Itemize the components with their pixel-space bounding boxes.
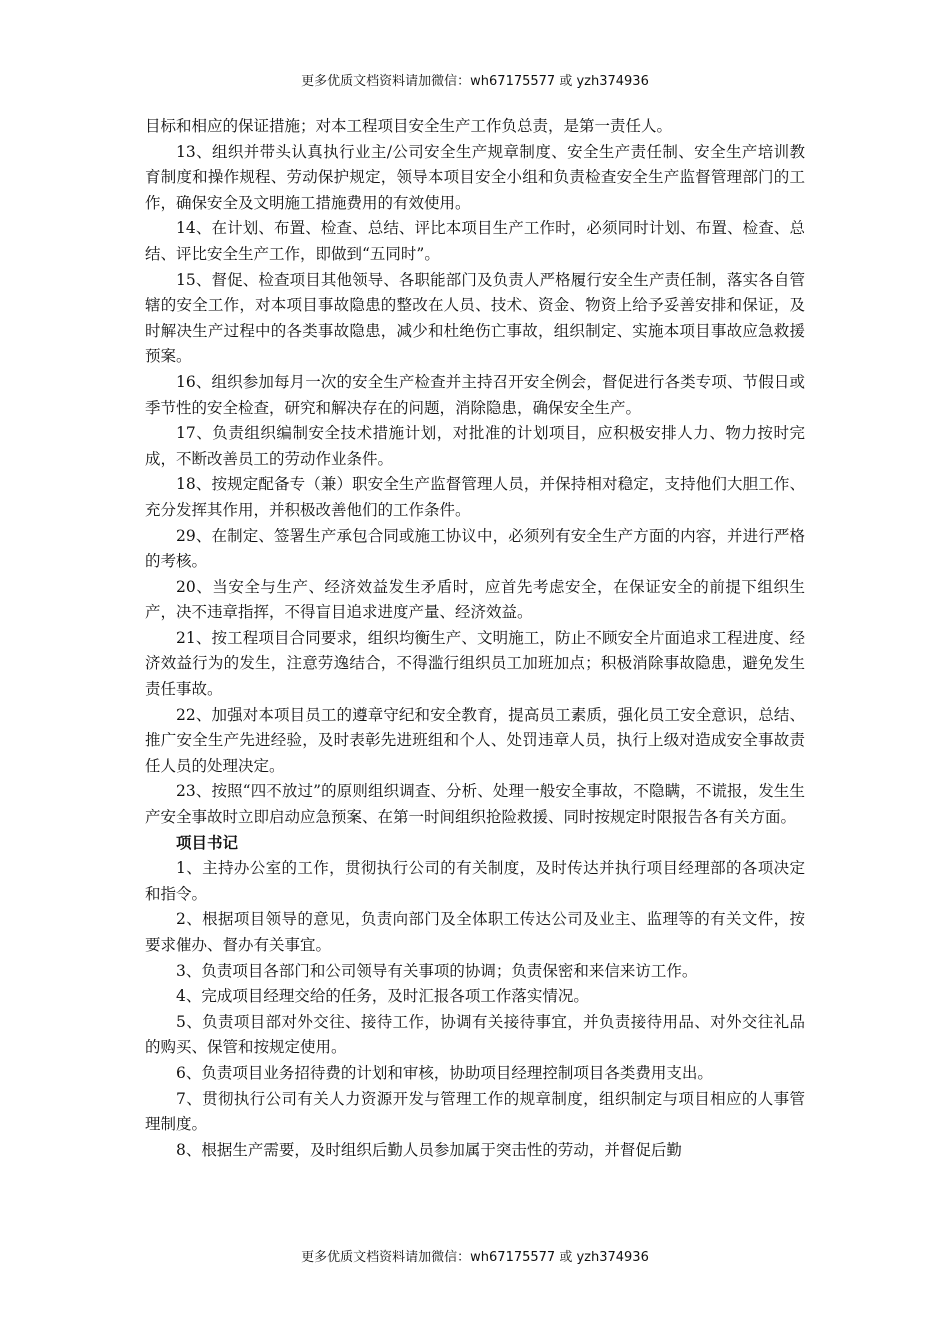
paragraph-item-29: 29、在制定、签署生产承包合同或施工协议中，必须列有安全生产方面的内容，并进行严格的考核。: [145, 526, 805, 571]
paragraph-item-17: 17、负责组织编制安全技术措施计划，对批准的计划项目，应积极安排人力、物力按时完成，不断改善员工的劳动作业条件。: [145, 424, 805, 468]
paragraph-item-14: 14、在计划、布置、检查、总结、评比本项目生产工作时，必须同时计划、布置、检查、总结、评比安全生产工作，即做到“五同时”。: [145, 219, 805, 263]
paragraph-item-20: 20、当安全与生产、经济效益发生矛盾时，应首先考虑安全，在保证安全的前提下组织生产，决不违章指挥，不得盲目追求进度产量、经济效益。: [145, 577, 805, 622]
secretary-item-5: 5、负责项目部对外交往、接待工作，协调有关接待事宜，并负责接待用品、对外交往礼品的购买、保管和按规定使用。: [145, 1012, 805, 1057]
secretary-item-3: 3、负责项目各部门和公司领导有关事项的协调；负责保密和来信来访工作。: [176, 961, 698, 980]
secretary-item-8: 8、根据生产需要，及时组织后勤人员参加属于突击性的劳动，并督促后勤: [176, 1140, 682, 1159]
paragraph-continued: 目标和相应的保证措施；对本工程项目安全生产工作负总责，是第一责任人。: [145, 117, 673, 135]
secretary-item-6: 6、负责项目业务招待费的计划和审核，协助项目经理控制项目各类费用支出。: [176, 1063, 713, 1082]
paragraph-item-23: 23、按照“四不放过”的原则组织调查、分析、处理一般安全事故，不隐瞒，不谎报，发生生产安全事故时立即启动应急预案、在第一时间组织抢险救援、同时按规定时限报告各有关方面。: [145, 782, 805, 827]
header-contact-note: 更多优质文档资料请加微信：wh67175577 或 yzh374936: [301, 74, 649, 89]
paragraph-item-22: 22、加强对本项目员工的遵章守纪和安全教育，提高员工素质，强化员工安全意识，总结、推广安全生产先进经验，及时表彰先进班组和个人、处罚违章人员，执行上级对造成安全事故责任人员的处理决定。: [145, 705, 805, 775]
paragraph-item-21: 21、按工程项目合同要求，组织均衡生产、文明施工，防止不顾安全片面追求工程进度、经济效益行为的发生，注意劳逸结合，不得滥行组织员工加班加点；积极消除事故隐患，避免发生责任事故。: [145, 628, 805, 699]
secretary-item-7: 7、贯彻执行公司有关人力资源开发与管理工作的规章制度，组织制定与项目相应的人事管理制度。: [145, 1089, 805, 1134]
paragraph-item-15: 15、督促、检查项目其他领导、各职能部门及负责人严格履行安全生产责任制，落实各自管辖的安全工作，对本项目事故隐患的整改在人员、技术、资金、物资上给予妥善安排和保证，及时解决生产过程中的各类事故隐患，减少和杜绝伤亡事故，组织制定、实施本项目事故应急救援预案。: [145, 270, 805, 366]
footer-contact-note: 更多优质文档资料请加微信：wh67175577 或 yzh374936: [301, 1250, 649, 1265]
document-body: [145, 114, 805, 1163]
secretary-item-2: 2、根据项目领导的意见，负责向部门及全体职工传达公司及业主、监理等的有关文件，按要求催办、督办有关事宜。: [145, 910, 805, 954]
secretary-item-1: 1、主持办公室的工作，贯彻执行公司的有关制度，及时传达并执行项目经理部的各项决定和指令。: [145, 859, 805, 903]
paragraph-item-16: 16、组织参加每月一次的安全生产检查并主持召开安全例会，督促进行各类专项、节假日或季节性的安全检查，研究和解决存在的问题，消除隐患，确保安全生产。: [145, 372, 805, 417]
paragraph-item-13: 13、组织并带头认真执行业主/公司安全生产规章制度、安全生产责任制、安全生产培训教育制度和操作规程、劳动保护规定，领导本项目安全小组和负责检查安全生产监督管理部门的工作，确保安全及文明施工措施费用的有效使用。: [145, 142, 805, 212]
paragraph-item-18: 18、按规定配备专（兼）职安全生产监督管理人员，并保持相对稳定，支持他们大胆工作、充分发挥其作用，并积极改善他们的工作条件。: [145, 475, 805, 519]
section-heading-project-secretary: 项目书记: [176, 833, 239, 852]
secretary-item-4: 4、完成项目经理交给的任务，及时汇报各项工作落实情况。: [176, 987, 589, 1006]
